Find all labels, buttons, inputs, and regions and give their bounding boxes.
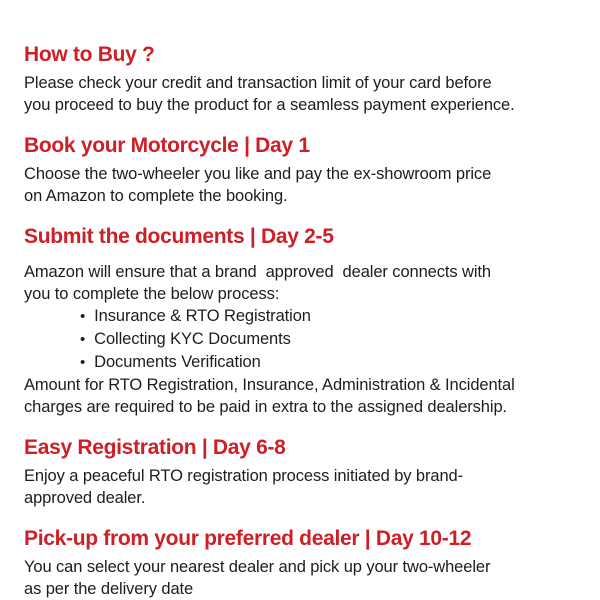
body-line: you to complete the below process: [24, 285, 280, 303]
body-line: charges are required to be paid in extra to the assigned dealership. [24, 398, 508, 416]
heading-submit-documents: Submit the documents | Day 2-5 [24, 225, 334, 248]
bullet-item-kyc-documents [80, 328, 582, 351]
heading-easy-registration: Easy Registration | Day 6-8 [24, 436, 286, 459]
bullet-icon: • [80, 308, 86, 325]
body-line: Choose the two-wheeler you like and pay the ex-showroom price [24, 165, 492, 183]
section-submit-documents [24, 224, 582, 418]
body-line: You can select your nearest dealer and pick up your two-wheeler [24, 558, 491, 576]
body-line: Amount for RTO Registration, Insurance, Administration & Incidental [24, 376, 515, 394]
body-line: Amazon will ensure that a brand approved dealer connects with [24, 263, 491, 281]
bullet-label: Documents Verification [94, 353, 261, 371]
section-how-to-buy [24, 42, 582, 116]
body-line: Please check your credit and transaction limit of your card before [24, 74, 492, 92]
body-line: as per the delivery date [24, 580, 194, 598]
heading-pickup-dealer: Pick-up from your preferred dealer | Day 10-12 [24, 527, 472, 550]
section-easy-registration [24, 435, 582, 509]
body-line: Enjoy a peaceful RTO registration process initiated by brand- [24, 467, 464, 485]
body-line: you proceed to buy the product for a seamless payment experience. [24, 96, 515, 114]
bullet-label: Collecting KYC Documents [94, 330, 291, 348]
bullet-label: Insurance & RTO Registration [94, 307, 311, 325]
bullet-item-documents-verification [80, 351, 582, 374]
heading-how-to-buy: How to Buy ? [24, 43, 155, 66]
bullet-icon: • [80, 354, 86, 371]
section-book-motorcycle [24, 133, 582, 207]
heading-book-motorcycle: Book your Motorcycle | Day 1 [24, 134, 310, 157]
body-line: on Amazon to complete the booking. [24, 187, 288, 205]
bullet-item-insurance-rto [80, 305, 582, 328]
bullet-icon: • [80, 331, 86, 348]
body-line: approved dealer. [24, 489, 146, 507]
section-pickup-dealer [24, 526, 582, 600]
